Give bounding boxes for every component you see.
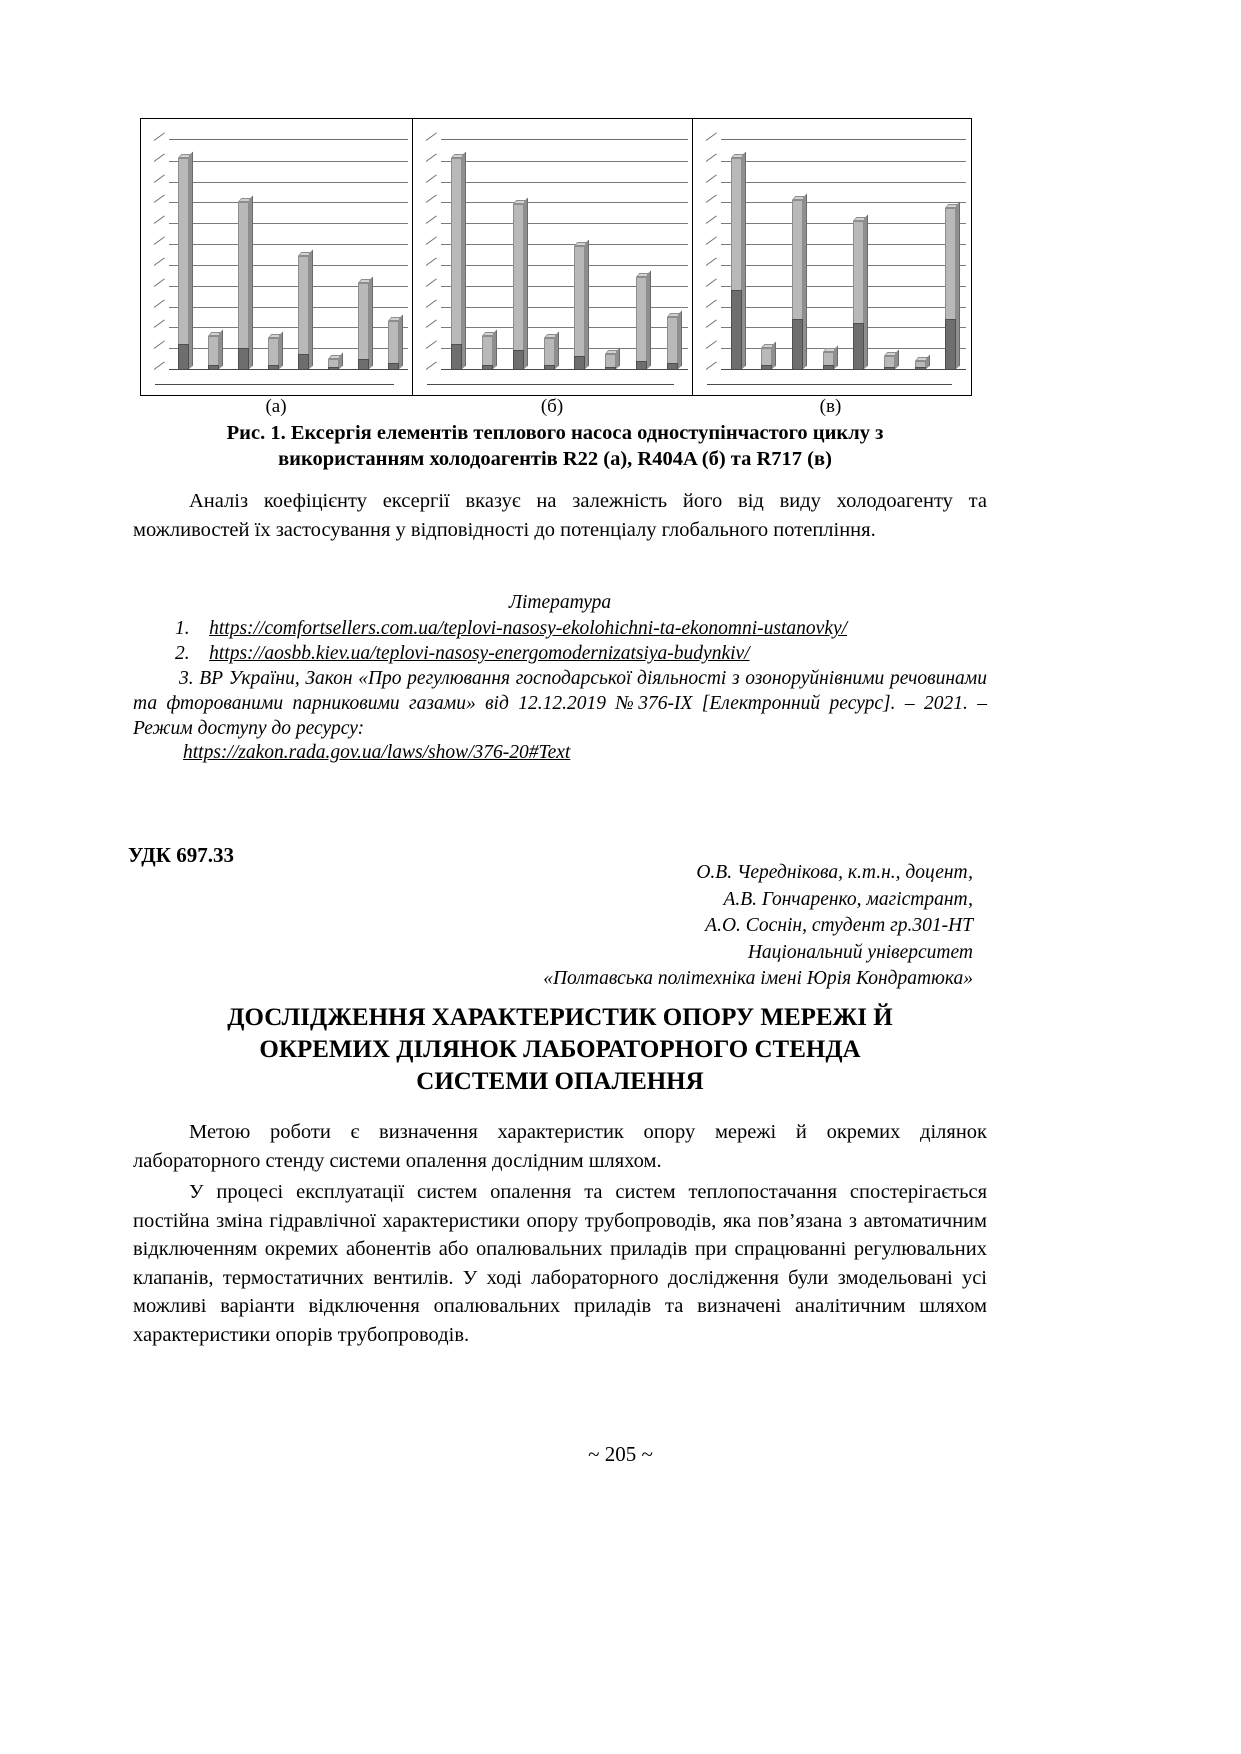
axis-depth-tick xyxy=(706,257,717,265)
bar-group xyxy=(595,139,626,369)
page-number: ~ 205 ~ xyxy=(588,1442,653,1466)
bar-segment-light xyxy=(238,202,249,348)
axis-depth-tick xyxy=(706,237,717,245)
reference-item-2 xyxy=(175,641,975,666)
bar-segment-dark xyxy=(731,290,742,369)
bar-group xyxy=(721,139,752,369)
axis-depth-tick xyxy=(154,278,165,286)
bar-segment-light xyxy=(605,354,616,367)
bar-segment-dark xyxy=(792,319,803,369)
bar xyxy=(208,336,219,369)
bar-side-face xyxy=(369,277,373,369)
chart-bars-b xyxy=(441,139,688,369)
bar xyxy=(268,338,279,369)
bar xyxy=(298,256,309,369)
bar xyxy=(792,200,803,369)
bar-segment-light xyxy=(636,277,647,361)
bar-group xyxy=(813,139,844,369)
bar-segment-light xyxy=(667,317,678,363)
axis-depth-tick xyxy=(706,320,717,328)
bar xyxy=(884,356,895,369)
bar xyxy=(358,283,369,369)
bar-group xyxy=(289,139,319,369)
bar-segment-dark xyxy=(178,344,189,369)
bar-side-face xyxy=(895,350,899,369)
bar-segment-light xyxy=(482,336,493,365)
bar-group xyxy=(534,139,565,369)
reference-link-3[interactable]: https://zakon.rada.gov.ua/laws/show/376-20#Text xyxy=(183,742,571,763)
bar-segment-dark xyxy=(388,363,399,369)
analysis-paragraph: Аналіз коефіцієнту ексергії вказує на залежність його від виду холодоагенту та можливостей їх застосування у відповідності до потенціалу глобального потепління. xyxy=(133,490,987,541)
chart-panel-b xyxy=(413,119,693,395)
bar-segment-light xyxy=(451,158,462,344)
axis-depth-tick xyxy=(154,341,165,349)
chart-floor-a xyxy=(155,369,408,385)
bar-segment-dark xyxy=(636,361,647,369)
reference-item-1 xyxy=(175,616,975,641)
bar-side-face xyxy=(678,310,682,369)
bar xyxy=(636,277,647,369)
axis-depth-tick xyxy=(706,195,717,203)
bar-segment-dark xyxy=(513,350,524,369)
axis-depth-tick xyxy=(706,174,717,182)
reference-text-3: ВР України, Закон «Про регулювання господарської діяльності з озоноруйнівними речовинами та фторованими парниковими газами» від 12.12.2019 №376-IX [Електронний ресурс]. – 2021. – Режим доступу до ресурсу: xyxy=(133,668,987,739)
panel-label-v: (в) xyxy=(819,396,842,417)
article-title-line-1: ДОСЛІДЖЕННЯ ХАРАКТЕРИСТИК ОПОРУ МЕРЕЖІ Й xyxy=(227,1004,893,1031)
axis-depth-tick xyxy=(426,320,437,328)
bar xyxy=(823,352,834,369)
bar-side-face xyxy=(647,271,651,369)
bar-segment-dark xyxy=(358,359,369,369)
axis-depth-tick xyxy=(154,237,165,245)
chart-panel-a xyxy=(141,119,413,395)
chart-bars-a xyxy=(169,139,408,369)
bar-segment-light xyxy=(884,356,895,366)
bar-side-face xyxy=(339,352,343,369)
article-paragraph-1: Метою роботи є визначення характеристик опору мережі й окремих ділянок лабораторного стенду системи опалення дослідним шляхом. xyxy=(133,1121,987,1172)
bar-group xyxy=(259,139,289,369)
figure-caption-line-1: Рис. 1. Ексергія елементів теплового насоса одноступінчастого циклу з xyxy=(226,422,884,444)
bar-segment-light xyxy=(208,336,219,365)
bar-group xyxy=(441,139,472,369)
bar xyxy=(513,204,524,369)
axis-depth-tick xyxy=(426,195,437,203)
bar-side-face xyxy=(555,331,559,369)
bar-segment-light xyxy=(853,221,864,323)
bar-group xyxy=(844,139,875,369)
article-title-line-3: СИСТЕМИ ОПАЛЕННЯ xyxy=(416,1068,704,1095)
chart-bars-v xyxy=(721,139,966,369)
axis-depth-tick xyxy=(426,341,437,349)
bar-segment-light xyxy=(388,321,399,363)
bar-side-face xyxy=(219,329,223,369)
bar-group xyxy=(935,139,966,369)
axis-depth-tick xyxy=(706,216,717,224)
article-paragraph-2: У процесі експлуатації систем опалення та систем теплопостачання спостерігається постійна зміна гідравлічної характеристики опору трубопроводів, яка пов’язана з автоматичним відключенням окремих абонентів або опалювальних приладів при спрацюванні регулювальних клапанів, термостатичних вентилів. У ході лабораторного дослідження були змодельовані усі можливі варіанти відключення опалювальних приладів та визначені аналітичним шляхом характеристики опорів трубопроводів. xyxy=(133,1181,987,1346)
axis-depth-tick xyxy=(154,299,165,307)
bar-side-face xyxy=(493,329,497,369)
figure-caption-line-2: використанням холодоагентів R22 (а), R404A (б) та R717 (в) xyxy=(278,448,832,470)
chart-floor-b xyxy=(427,369,688,385)
axis-depth-tick xyxy=(706,341,717,349)
bar-segment-light xyxy=(574,246,585,357)
axis-depth-tick xyxy=(426,237,437,245)
bar-side-face xyxy=(399,315,403,369)
bar-segment-dark xyxy=(328,367,339,369)
bar-segment-light xyxy=(945,208,956,319)
chart-panel-v xyxy=(693,119,970,395)
bar-group xyxy=(378,139,408,369)
bar-group xyxy=(752,139,783,369)
bar-group xyxy=(565,139,596,369)
bar-segment-light xyxy=(268,338,279,365)
bar-group xyxy=(626,139,657,369)
bar-group xyxy=(169,139,199,369)
bar xyxy=(328,359,339,369)
bar-side-face xyxy=(772,342,776,369)
bar-segment-dark xyxy=(451,344,462,369)
axis-depth-tick xyxy=(426,257,437,265)
author-line-1: О.В. Череднікова, к.т.н., доцент, xyxy=(696,862,973,883)
reference-link-1[interactable]: https://comfortsellers.com.ua/teplovi-nasosy-ekolohichni-ta-ekonomni-ustanovky/ xyxy=(209,618,848,639)
affiliation-line-1: Національний університет xyxy=(747,941,973,963)
panel-label-b: (б) xyxy=(540,396,564,417)
bar-segment-light xyxy=(792,200,803,319)
bar-group xyxy=(905,139,936,369)
axis-depth-tick xyxy=(154,257,165,265)
axis-depth-tick xyxy=(426,299,437,307)
bar-segment-light xyxy=(544,338,555,365)
bar-side-face xyxy=(616,348,620,369)
bar-side-face xyxy=(834,346,838,369)
axis-depth-tick xyxy=(426,216,437,224)
reference-link-2[interactable]: https://aosbb.kiev.ua/teplovi-nasosy-energomodernizatsiya-budynkiv/ xyxy=(209,643,750,664)
reference-number-3: 3. xyxy=(179,668,194,689)
reference-number-1: 1. xyxy=(175,618,190,639)
bar-segment-light xyxy=(298,256,309,354)
axis-depth-tick xyxy=(706,278,717,286)
bar xyxy=(915,361,926,369)
bar-segment-dark xyxy=(823,365,834,369)
bar-segment-dark xyxy=(482,365,493,369)
axis-depth-tick xyxy=(426,174,437,182)
bar-side-face xyxy=(524,197,528,369)
bar xyxy=(178,158,189,369)
author-block xyxy=(273,860,973,993)
panel-label-a: (а) xyxy=(265,396,287,417)
bar-segment-dark xyxy=(667,363,678,369)
affiliation-line-2: «Полтавська політехніка імені Юрія Кондратюка» xyxy=(543,968,973,989)
bar xyxy=(853,221,864,369)
reference-item-3 xyxy=(133,666,987,741)
panel-label-row xyxy=(140,396,972,422)
bar-segment-dark xyxy=(208,365,219,369)
bar-group xyxy=(874,139,905,369)
axis-depth-tick xyxy=(426,132,437,140)
bar-segment-light xyxy=(731,158,742,290)
bar-segment-dark xyxy=(605,367,616,369)
bar-segment-light xyxy=(761,348,772,365)
bar-segment-dark xyxy=(761,365,772,369)
literature-heading: Література xyxy=(508,592,612,613)
axis-depth-tick xyxy=(426,278,437,286)
axis-depth-tick xyxy=(154,132,165,140)
bar xyxy=(388,321,399,369)
bar-segment-dark xyxy=(884,367,895,369)
bar-group xyxy=(318,139,348,369)
axis-depth-tick xyxy=(154,174,165,182)
bar xyxy=(761,348,772,369)
bar xyxy=(945,208,956,369)
bar xyxy=(482,336,493,369)
bar-segment-light xyxy=(178,158,189,344)
bar-segment-dark xyxy=(574,356,585,369)
bar-segment-dark xyxy=(238,348,249,369)
axis-depth-tick xyxy=(154,195,165,203)
axis-depth-tick xyxy=(154,320,165,328)
chart-floor-v xyxy=(707,369,966,385)
bar-group xyxy=(472,139,503,369)
article-title-line-2: ОКРЕМИХ ДІЛЯНОК ЛАБОРАТОРНОГО СТЕНДА xyxy=(259,1036,861,1063)
bar-side-face xyxy=(249,195,253,369)
bar-side-face xyxy=(956,202,960,369)
bar xyxy=(451,158,462,369)
bar-group xyxy=(229,139,259,369)
bar-segment-light xyxy=(328,359,339,367)
bar-group xyxy=(199,139,229,369)
udk-code: УДК 697.33 xyxy=(128,843,234,867)
bar-side-face xyxy=(803,193,807,369)
bar-side-face xyxy=(926,354,930,369)
bar-side-face xyxy=(189,151,193,369)
figure-caption xyxy=(150,420,960,472)
bar xyxy=(238,202,249,369)
bar-side-face xyxy=(309,250,313,369)
bar-side-face xyxy=(462,151,466,369)
bar xyxy=(574,246,585,369)
bar-segment-light xyxy=(513,204,524,350)
bar xyxy=(605,354,616,369)
reference-number-2: 2. xyxy=(175,643,190,664)
chart-panels xyxy=(140,118,972,396)
bar-group xyxy=(503,139,534,369)
axis-depth-tick xyxy=(154,153,165,161)
figure-1 xyxy=(140,118,972,396)
bar-side-face xyxy=(585,239,589,369)
bar xyxy=(731,158,742,369)
axis-depth-tick xyxy=(706,132,717,140)
axis-depth-tick xyxy=(706,153,717,161)
bar-segment-light xyxy=(358,283,369,358)
axis-depth-tick xyxy=(154,216,165,224)
bar-group xyxy=(348,139,378,369)
author-line-2: А.В. Гончаренко, магістрант, xyxy=(723,888,973,910)
bar-segment-dark xyxy=(544,365,555,369)
bar-side-face xyxy=(742,151,746,369)
bar-group xyxy=(657,139,688,369)
bar-segment-dark xyxy=(915,367,926,369)
bar xyxy=(544,338,555,369)
reference-item-3-url xyxy=(133,740,987,765)
bar-side-face xyxy=(279,331,283,369)
bar-segment-dark xyxy=(945,319,956,369)
bar-group xyxy=(782,139,813,369)
author-line-3: А.О. Соснін, студент гр.301-НТ xyxy=(705,915,973,936)
bar xyxy=(667,317,678,369)
axis-depth-tick xyxy=(706,299,717,307)
bar-segment-dark xyxy=(268,365,279,369)
bar-segment-dark xyxy=(298,354,309,369)
bar-segment-dark xyxy=(853,323,864,369)
bar-segment-light xyxy=(823,352,834,365)
article-title xyxy=(133,1002,987,1098)
bar-side-face xyxy=(864,214,868,369)
axis-depth-tick xyxy=(426,153,437,161)
